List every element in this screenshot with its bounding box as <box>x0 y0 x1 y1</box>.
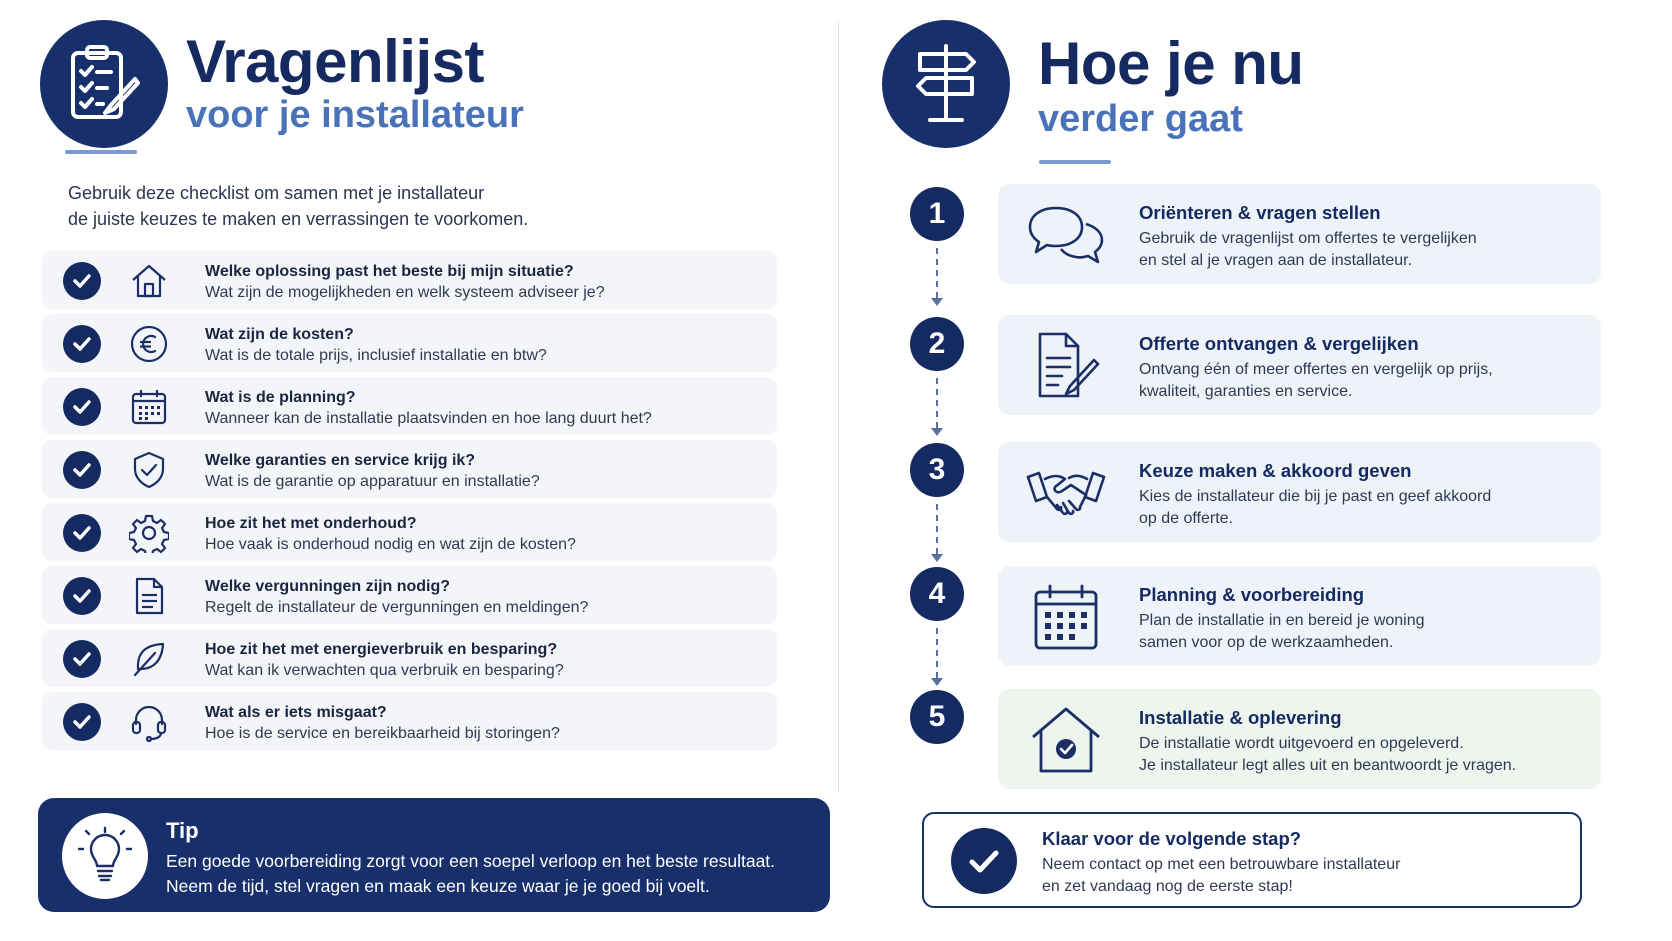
shield-check-icon <box>128 449 170 491</box>
checklist-row <box>42 251 777 309</box>
question-detail: Hoe vaak is onderhoud nodig en wat zijn de kosten? <box>205 536 576 553</box>
step-line: Ontvang één of meer offertes en vergelijk op prijs, <box>1139 361 1493 378</box>
step-number: 4 <box>910 567 964 621</box>
step-card <box>998 184 1601 284</box>
question-title: Wat als er iets misgaat? <box>205 704 387 721</box>
headset-icon <box>128 701 170 743</box>
step-title: Offerte ontvangen & vergelijken <box>1139 333 1419 354</box>
step-line: Plan de installatie in en bereid je woning <box>1139 612 1425 629</box>
question-detail: Regelt de installateur de vergunningen en meldingen? <box>205 599 589 616</box>
question-detail: Wat zijn de mogelijkheden en welk systeem adviseer je? <box>205 284 605 301</box>
euro-icon <box>128 323 170 365</box>
house-icon <box>128 260 170 302</box>
left-subtitle: voor je installateur <box>186 94 524 136</box>
right-title: Hoe je nu <box>1038 30 1304 97</box>
gear-icon <box>128 512 170 554</box>
checklist-row <box>42 566 777 624</box>
step-line: samen voor op de werkzaamheden. <box>1139 634 1394 651</box>
intro-line: Gebruik deze checklist om samen met je installateur <box>68 183 485 203</box>
check-icon <box>63 451 101 489</box>
step-description <box>1139 486 1579 530</box>
step-description <box>1139 733 1579 777</box>
question-title: Welke oplossing past het beste bij mijn situatie? <box>205 263 574 280</box>
check-icon <box>63 262 101 300</box>
check-icon <box>63 325 101 363</box>
step-line: kwaliteit, garanties en service. <box>1139 383 1353 400</box>
clipboard-checklist-icon <box>40 20 168 148</box>
step-description <box>1139 228 1579 272</box>
check-icon <box>63 577 101 615</box>
question-detail: Wanneer kan de installatie plaatsvinden en hoe lang duurt het? <box>205 410 652 427</box>
step-number: 1 <box>910 187 964 241</box>
question-title: Wat zijn de kosten? <box>205 326 354 343</box>
step-line: Kies de installateur die bij je past en geef akkoord <box>1139 488 1492 505</box>
check-icon <box>63 514 101 552</box>
check-icon <box>63 703 101 741</box>
step-line: op de offerte. <box>1139 510 1233 527</box>
step-arrow <box>931 298 943 306</box>
intro-text <box>68 180 628 232</box>
step-title: Installatie & oplevering <box>1139 707 1342 728</box>
next-step-line: en zet vandaag nog de eerste stap! <box>1042 878 1293 895</box>
step-connector <box>936 628 938 678</box>
tip-text <box>166 849 816 899</box>
question-detail: Wat is de totale prijs, inclusief installatie en btw? <box>205 347 547 364</box>
checklist-row <box>42 629 777 687</box>
tip-line: Een goede voorbereiding zorgt voor een soepel verloop en het beste resultaat. <box>166 851 776 871</box>
intro-line: de juiste keuzes te maken en verrassingen te voorkomen. <box>68 209 529 229</box>
checklist-row <box>42 503 777 561</box>
step-arrow <box>931 678 943 686</box>
lightbulb-icon <box>62 813 148 899</box>
step-description <box>1139 359 1579 403</box>
question-title: Welke vergunningen zijn nodig? <box>205 578 451 595</box>
step-number: 2 <box>910 317 964 371</box>
question-title: Hoe zit het met onderhoud? <box>205 515 417 532</box>
step-card <box>998 566 1601 666</box>
step-line: Gebruik de vragenlijst om offertes te vergelijken <box>1139 230 1477 247</box>
calendar-icon <box>1024 582 1108 652</box>
check-icon <box>63 388 101 426</box>
leaf-icon <box>128 638 170 680</box>
chat-bubbles-icon <box>1024 200 1108 270</box>
handshake-icon <box>1024 458 1108 528</box>
step-number: 5 <box>910 690 964 744</box>
document-pen-icon <box>1024 331 1108 401</box>
question-checklist <box>42 251 777 755</box>
check-icon <box>951 828 1017 894</box>
checklist-row <box>42 692 777 750</box>
step-card <box>998 689 1601 789</box>
step-line: Je installateur legt alles uit en beantwoordt je vragen. <box>1139 757 1517 774</box>
right-subtitle: verder gaat <box>1038 98 1243 140</box>
step-card <box>998 442 1601 542</box>
step-line: en stel al je vragen aan de installateur. <box>1139 252 1413 269</box>
step-card <box>998 315 1601 415</box>
question-title: Hoe zit het met energieverbruik en besparing? <box>205 641 558 658</box>
checklist-row <box>42 377 777 435</box>
checklist-row <box>42 314 777 372</box>
house-check-icon <box>1024 705 1108 775</box>
step-arrow <box>931 428 943 436</box>
question-detail: Wat kan ik verwachten qua verbruik en besparing? <box>205 662 564 679</box>
question-detail: Wat is de garantie op apparatuur en installatie? <box>205 473 540 490</box>
step-number: 3 <box>910 443 964 497</box>
left-title: Vragenlijst <box>186 28 484 95</box>
step-connector <box>936 378 938 428</box>
check-icon <box>63 640 101 678</box>
column-divider <box>838 22 839 792</box>
tip-box <box>38 798 830 912</box>
tip-line: Neem de tijd, stel vragen en maak een keuze waar je je goed bij voelt. <box>166 876 710 896</box>
left-title-underline <box>65 150 137 154</box>
right-title-underline <box>1039 160 1111 164</box>
signpost-icon <box>882 20 1010 148</box>
question-title: Wat is de planning? <box>205 389 356 406</box>
step-title: Planning & voorbereiding <box>1139 584 1365 605</box>
step-arrow <box>931 554 943 562</box>
next-step-title: Klaar voor de volgende stap? <box>1042 828 1302 849</box>
next-step-text <box>1042 854 1400 898</box>
question-title: Welke garanties en service krijg ik? <box>205 452 476 469</box>
document-icon <box>128 575 170 617</box>
step-title: Keuze maken & akkoord geven <box>1139 460 1412 481</box>
step-connector <box>936 248 938 298</box>
next-step-box <box>922 812 1582 908</box>
step-description <box>1139 610 1579 654</box>
tip-title: Tip <box>166 818 199 843</box>
step-connector <box>936 504 938 554</box>
checklist-row <box>42 440 777 498</box>
calendar-icon <box>128 386 170 428</box>
next-step-line: Neem contact op met een betrouwbare installateur <box>1042 856 1401 873</box>
question-detail: Hoe is de service en bereikbaarheid bij storingen? <box>205 725 560 742</box>
step-title: Oriënteren & vragen stellen <box>1139 202 1381 223</box>
step-line: De installatie wordt uitgevoerd en opgeleverd. <box>1139 735 1464 752</box>
